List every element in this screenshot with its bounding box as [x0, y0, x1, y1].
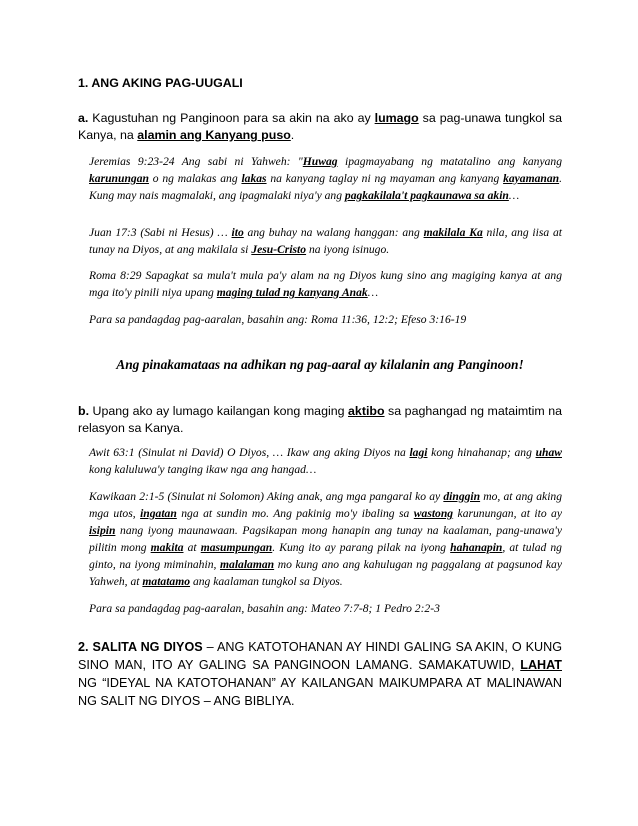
text-run: wastong: [413, 507, 454, 520]
text-run: Upang ako ay lumago kailangan kong maging: [89, 404, 349, 418]
further-reading-2: [89, 600, 562, 617]
text-run: matatamo: [142, 575, 191, 588]
text-run: Para sa pandagdag pag-aaralan, basahin ang: Mateo 7:7-8; 1 Pedro 2:2-3: [89, 602, 440, 615]
text-run: …: [367, 286, 379, 299]
text-run: ang kaalaman tungkol sa Diyos.: [190, 575, 343, 588]
text-run: . Kung may nais magmalaki, ang ipagmalaki niya'y ang: [89, 172, 563, 202]
text-run: karunungan, at ito ay: [453, 507, 562, 520]
text-run: Ang pinakamataas na adhikan ng pag-aaral ay kilalanin ang Panginoon!: [116, 357, 524, 372]
text-run: . Kung ito ay parang pilak na iyong: [272, 541, 451, 554]
text-run: ipagmayabang ng matatalino ang kanyang: [337, 155, 563, 168]
text-run: .: [290, 128, 295, 142]
text-run: LAHAT: [520, 658, 562, 672]
text-run: Huwag: [302, 155, 338, 168]
text-run: nila, ang iisa at tunay na Diyos, at ang makilala si: [89, 226, 562, 256]
text-run: ingatan: [140, 507, 177, 520]
text-run: Awit 63:1 (Sinulat ni David) O Diyos, … Ikaw ang aking Diyos na: [89, 446, 410, 459]
text-run: Kagustuhan ng Panginoon para sa akin na ako ay: [88, 111, 375, 125]
further-reading-1: [89, 311, 562, 328]
text-run: a.: [78, 111, 89, 125]
text-run: at: [183, 541, 201, 554]
text-run: Roma 8:29 Sapagkat sa mula't mula pa'y alam na ng Diyos kung sino ang magiging kanya at ang mga ito'y pinili niya upang: [89, 269, 562, 299]
text-run: nga at sundin mo. Ang pakinig mo'y ibaling sa: [176, 507, 414, 520]
text-run: , at tulad ng ginto, na iyong miminahin,: [89, 541, 562, 571]
text-run: kayamanan: [503, 172, 560, 185]
text-run: lagi: [409, 446, 428, 459]
text-run: Jesu-Cristo: [251, 243, 307, 256]
text-run: hahanapin: [450, 541, 503, 554]
text-run: makita: [150, 541, 184, 554]
text-run: alamin ang Kanyang puso: [137, 128, 291, 142]
text-run: NG “IDEYAL NA KATOTOHANAN” AY KAILANGAN MAIKUMPARA AT MALINAWAN NG SALIT NG DIYOS – ANG BIBLIYA.: [78, 676, 562, 708]
text-run: b.: [78, 404, 90, 418]
text-run: na kanyang taglay ni ng mayaman ang kanyang: [266, 172, 504, 185]
verse-juan: [89, 224, 562, 258]
text-run: Para sa pandagdag pag-aaralan, basahin ang: Roma 11:36, 12:2; Efeso 3:16-19: [89, 313, 467, 326]
text-run: 2. SALITA NG DIYOS: [78, 640, 203, 654]
text-run: sa pag-unawa tungkol sa Kanya, na: [78, 111, 562, 142]
text-run: sa paghangad ng mataimtim na relasyon sa Kanya.: [78, 404, 562, 435]
paragraph-b: [78, 403, 562, 437]
text-run: kong hinahanap; ang: [427, 446, 536, 459]
text-run: isipin: [89, 524, 116, 537]
text-run: mo kung ano ang kahulugan ng paggalang at pagsunod kay Yahweh, at: [89, 558, 562, 588]
text-run: na iyong isinugo.: [306, 243, 390, 256]
text-run: dinggin: [443, 490, 481, 503]
text-run: makilala Ka: [423, 226, 483, 239]
verse-roma: [89, 267, 562, 301]
text-run: o ng malakas ang: [148, 172, 242, 185]
center-quote: [78, 356, 562, 373]
text-run: lumago: [374, 111, 419, 125]
text-run: ang buhay na walang hanggan: ang: [243, 226, 424, 239]
verse-jeremias: [89, 153, 562, 204]
verse-kawikaan: [89, 488, 562, 590]
text-run: ito: [231, 226, 244, 239]
text-run: karunungan: [89, 172, 149, 185]
text-run: 1. ANG AKING PAG-UUGALI: [78, 76, 243, 90]
text-run: kong kaluluwa'y tanging ikaw nga ang hangad…: [89, 463, 317, 476]
text-run: Kawikaan 2:1-5 (Sinulat ni Solomon) Aking anak, ang mga pangaral ko ay: [89, 490, 444, 503]
text-run: malalaman: [220, 558, 275, 571]
text-run: lakas: [241, 172, 267, 185]
text-run: mo, at ang aking mga utos,: [89, 490, 563, 520]
paragraph-a: [78, 110, 562, 144]
text-run: Juan 17:3 (Sabi ni Hesus) …: [89, 226, 232, 239]
text-run: pagkakilala't pagkaunawa sa akin: [344, 189, 509, 202]
text-run: aktibo: [348, 404, 385, 418]
text-run: Jeremias 9:23-24 Ang sabi ni Yahweh: ": [89, 155, 303, 168]
text-run: uhaw: [535, 446, 562, 459]
text-run: maging tulad ng kanyang Anak: [216, 286, 368, 299]
verse-awit: [89, 444, 562, 478]
section-2-paragraph: [78, 638, 562, 710]
text-run: …: [508, 189, 520, 202]
text-run: masumpungan: [200, 541, 273, 554]
text-run: nang iyong maunawaan. Pagsikapan mong hanapin ang tunay na kaalaman, pang-unawa'y pilitin mong: [89, 524, 562, 554]
section-1-heading: [78, 75, 562, 92]
text-run: – ANG KATOTOHANAN AY HINDI GALING SA AKIN, O KUNG SINO MAN, ITO AY GALING SA PANGINOON LAMANG. SAMAKATUWID,: [78, 640, 563, 672]
